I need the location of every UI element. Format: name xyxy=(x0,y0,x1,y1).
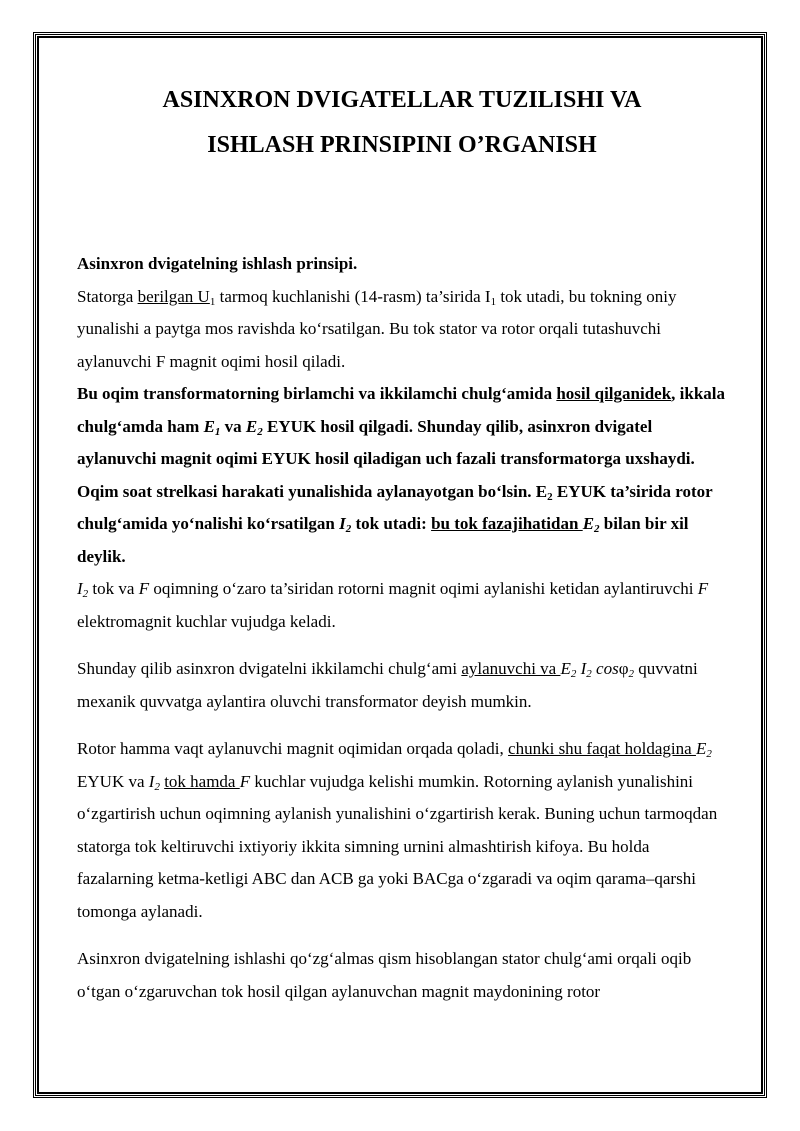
title-line-2: ISHLASH PRINSIPINI O’RGANISH xyxy=(207,132,597,158)
paragraph-4: Shunday qilib asinxron dvigatelni ikkilamchi chulg‘ami aylanuvchi va $E_2$ $I_2$ cosφ$_2$ quvvatni mexanik quvvatga aylantira oluvchi transformator deyish mumkin. xyxy=(77,659,698,711)
section-heading: Asinxron dvigatelning ishlash prinsipi. xyxy=(77,254,358,273)
paragraph-5: Rotor hamma vaqt aylanuvchi magnit oqimidan orqada qoladi, chunki shu faqat holdagina $E_2$ EYUK va $I_2$ tok hamda F kuchlar vujudga kelishi mumkin. Rotorning aylanish yunalishini o‘zgartirish uchun oqimning aylanish yunalishini o‘zgartirish kerak. Buning uchun tarmoqdan statorga tok keltiruvchi ixtiyoriy ikkita simning urnini almashtirish kifoya. Bu holda fazalarning ketma-ketligi ABC dan ACB ga yoki BACga o‘zgaradi va oqim qarama–qarshi tomonga aylanadi. xyxy=(77,739,718,921)
document-title xyxy=(77,78,727,168)
paragraph-2: Bu oqim transformatorning birlamchi va ikkilamchi chulg‘amida hosil qilganidek, ikkala chulg‘amda ham $E_1$ va $E_2$ EYUK hosil qilgadi. Shunday qilib, asinxron dvigatel aylanuvchi magnit oqimi EYUK hosil qiladigan uch fazali transformatorga uxshaydi. Oqim soat strelkasi harakati yunalishida aylanayotgan bo‘lsin. $E_2$ EYUK ta’sirida rotor chulg‘amida yo‘nalishi ko‘rsatilgan $I_2$ tok utadi: bu tok fazajihatidan $E_2$ bilan bir xil deylik. xyxy=(77,384,726,566)
paragraph-1: Statorga berilgan $U_1$ tarmoq kuchlanishi (14-rasm) ta’sirida $I_1$ tok utadi, bu tokning oniy yunalishi a paytga mos ravishda ko‘rsatilgan. Bu tok stator va rotor orqali tutashuvchi aylanuvchi F magnit oqimi hosil qiladi. xyxy=(77,286,677,371)
title-spacer xyxy=(77,168,727,248)
paragraph-6: Asinxron dvigatelning ishlashi qo‘zg‘almas qism hisoblangan stator chulg‘ami orqali oqib o‘tgan o‘zgaruvchan tok hosil qilgan aylanuvchan magnit maydonining rotor xyxy=(77,949,692,1001)
document-body xyxy=(77,70,727,1008)
paragraph-3: $I_2$ tok va F oqimning o‘zaro ta’siridan rotorni magnit oqimi aylanishi ketidan aylantiruvchi F elektromagnit kuchlar vujudga keladi. xyxy=(77,579,709,631)
title-line-1: ASINXRON DVIGATELLAR TUZILISHI VA xyxy=(162,87,642,113)
